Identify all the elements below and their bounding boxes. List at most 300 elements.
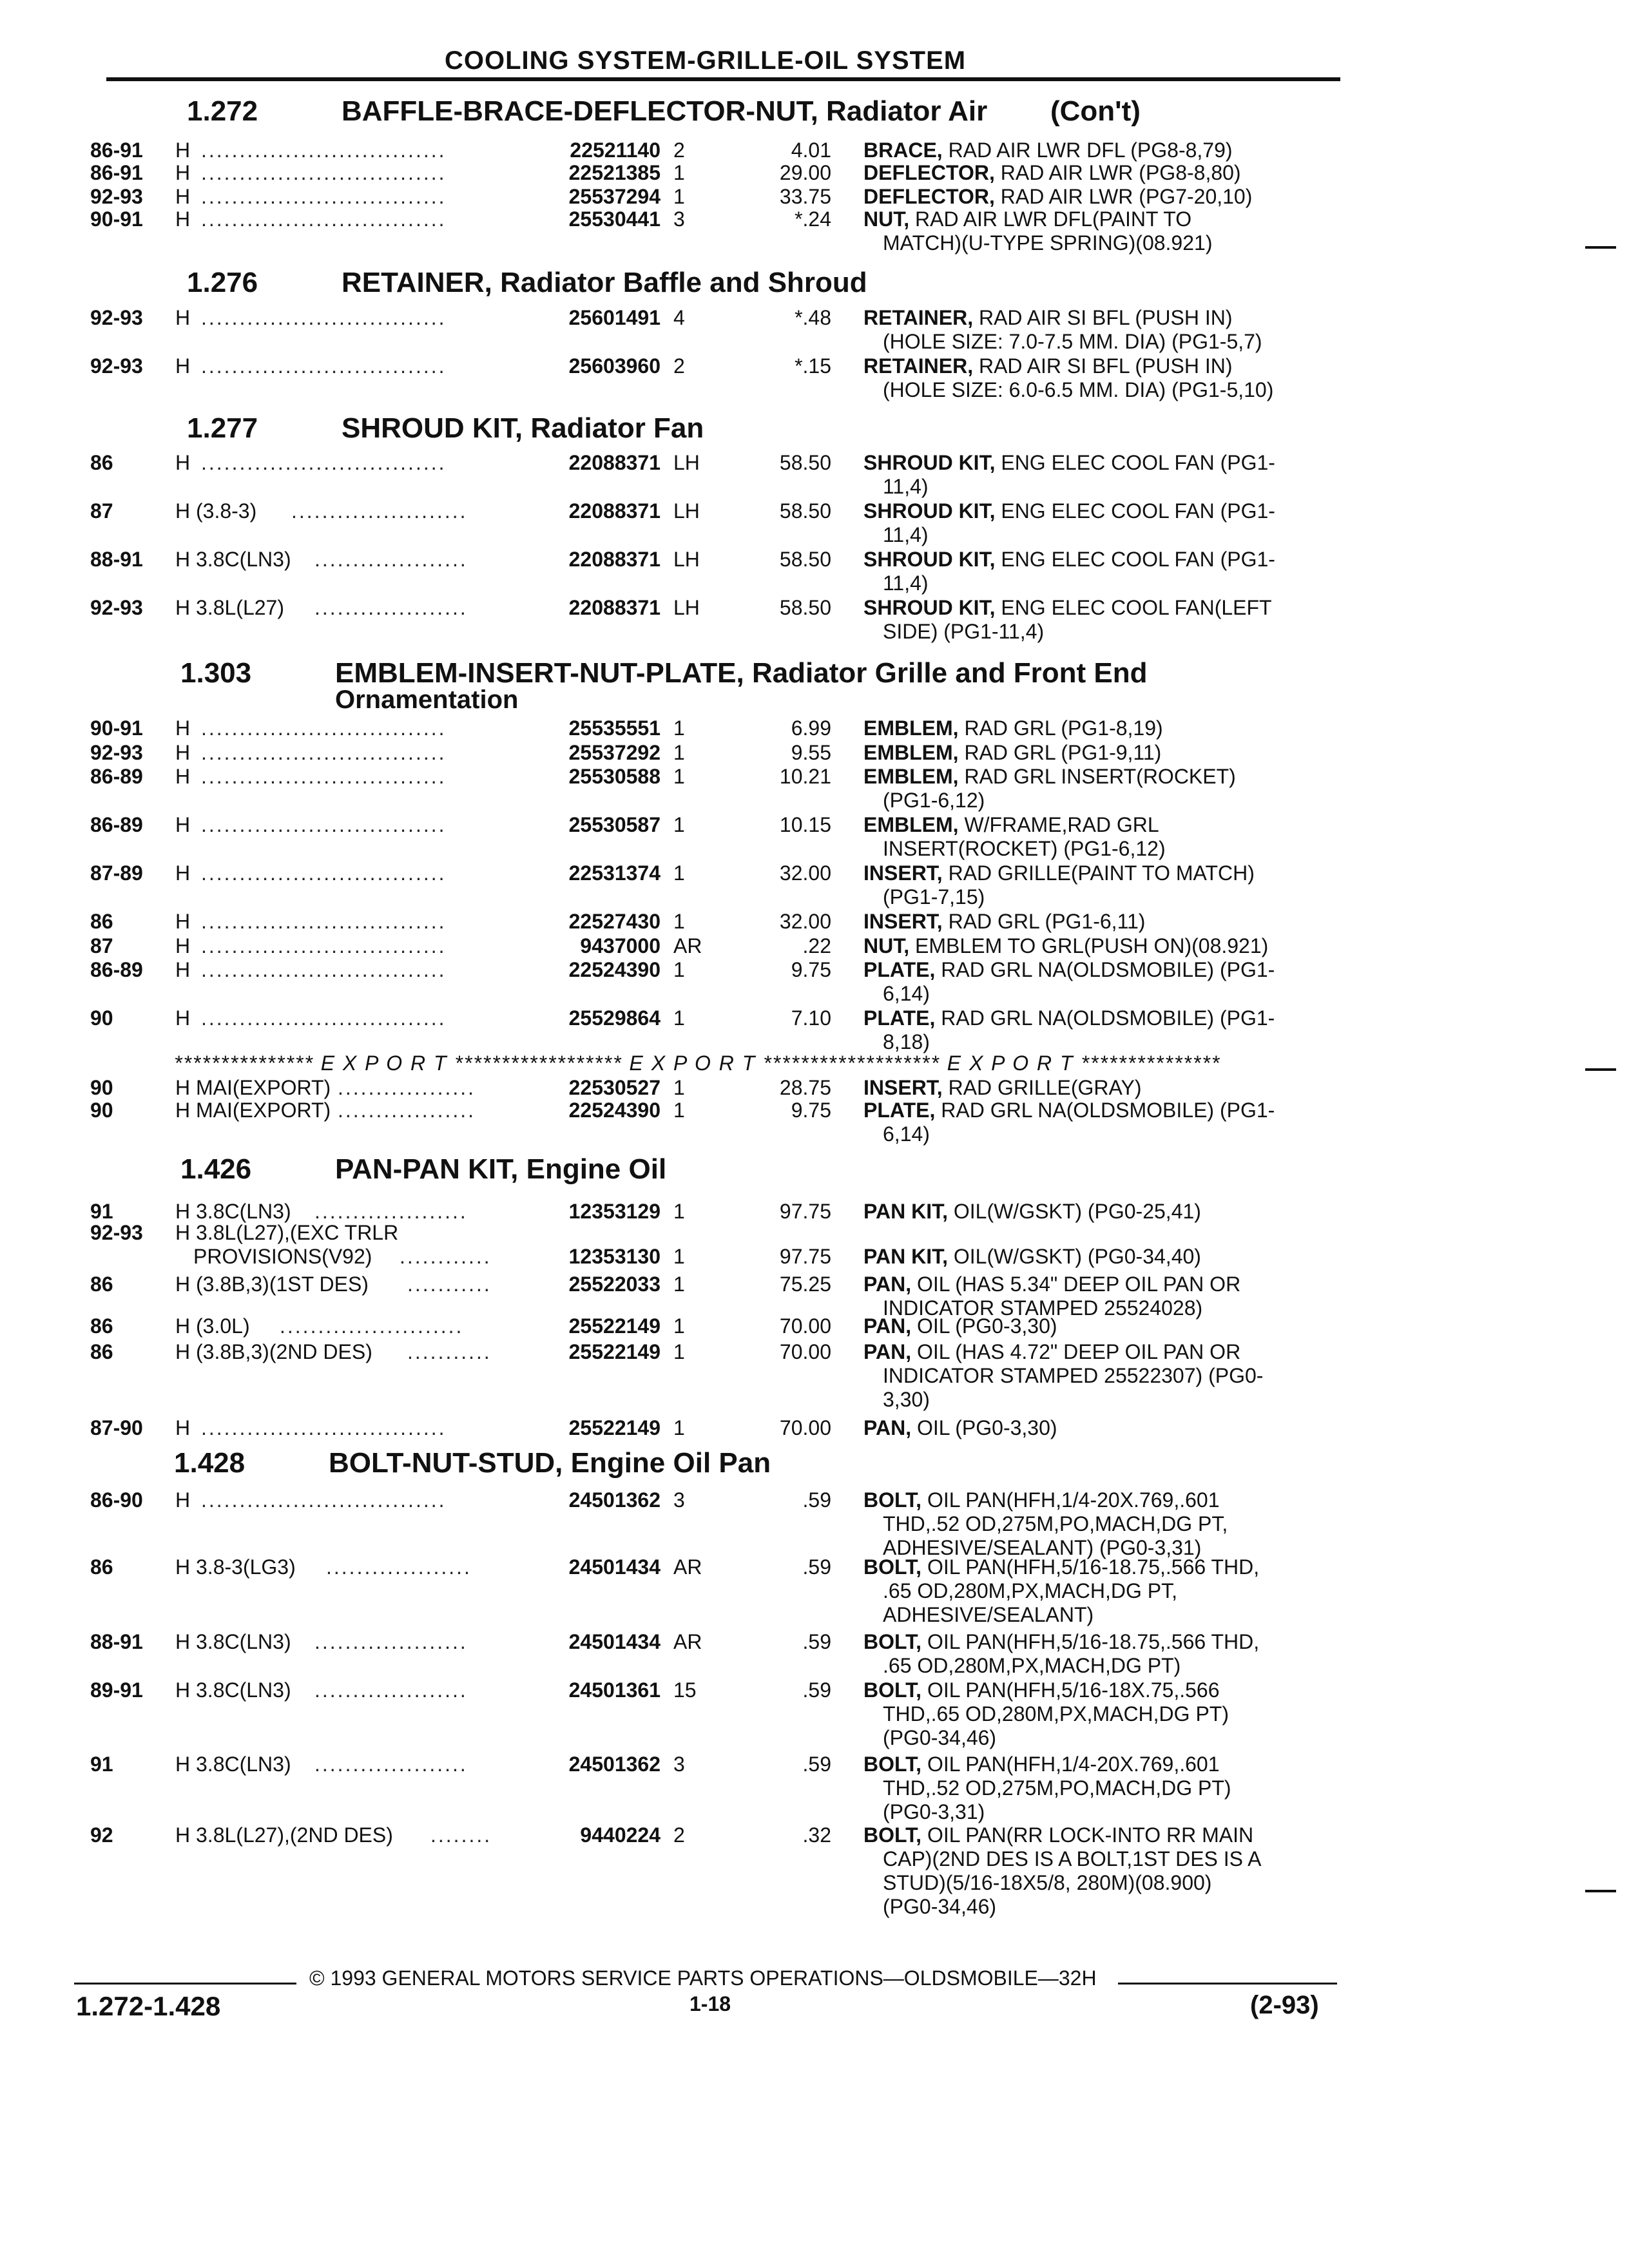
model-year: 92-93 [90,306,143,329]
part-number: 25603960 [568,354,660,378]
description-noun: BOLT, [863,1678,922,1702]
section-number: 1.428 [174,1447,246,1479]
description-noun: INSERT, [863,861,943,885]
description-text: RAD GRL NA(OLDSMOBILE) (PG1- [935,1099,1275,1122]
price: 32.00 [779,910,831,933]
application: H [175,161,191,184]
application: H MAI(EXPORT) [175,1076,331,1099]
section-title: RETAINER, Radiator Baffle and Shroud [342,267,867,298]
description-text: OIL (PG0-3,30) [911,1314,1057,1338]
description-continued: SIDE) (PG1-11,4) [883,620,1045,643]
description-continued: INDICATOR STAMPED 25524028) [883,1296,1203,1320]
application: H 3.8L(L27) [175,596,284,619]
part-number: 25522149 [568,1314,660,1338]
description-continued: THD,.52 OD,275M,PO,MACH,DG PT) [883,1776,1231,1800]
price: 70.00 [779,1314,831,1338]
quantity: 15 [673,1678,697,1702]
description-text: RAD AIR SI BFL (PUSH IN) [973,354,1233,378]
part-number: 22521140 [570,139,660,162]
leader-dots: ....................... [291,499,468,523]
description [863,1753,1220,1776]
part-number: 24501362 [568,1488,660,1512]
margin-mark [1585,1890,1616,1892]
description [863,354,1233,378]
description-text: RAD GRL NA(OLDSMOBILE) (PG1- [935,958,1275,981]
description-noun: PAN, [863,1273,912,1296]
part-number: 22088371 [568,596,660,619]
leader-dots: ................................ [201,354,447,378]
part-number: 22521385 [568,161,660,184]
model-year: 92-93 [90,596,143,619]
description-text: RAD AIR SI BFL (PUSH IN) [973,306,1233,329]
price: 6.99 [791,716,831,740]
model-year: 86 [90,1314,113,1338]
quantity: 1 [673,161,685,184]
application-continued: PROVISIONS(V92) [193,1245,372,1268]
description-noun: DEFLECTOR, [863,185,995,208]
part-number: 24501362 [568,1753,660,1776]
description-text: ENG ELEC COOL FAN (PG1- [995,499,1275,523]
part-number: 25530587 [568,813,660,836]
part-number: 22524390 [568,958,660,981]
description [863,1099,1275,1122]
price: .59 [802,1678,831,1702]
section-number: 1.272 [187,95,258,127]
model-year: 90-91 [90,716,143,740]
model-year: 86 [90,1555,113,1579]
description-continued: 11,4) [883,475,929,498]
description-text: ENG ELEC COOL FAN (PG1- [995,451,1275,474]
application: H (3.8B,3)(1ST DES) [175,1273,369,1296]
quantity: 1 [673,1273,685,1296]
part-number: 25522149 [568,1340,660,1363]
model-year: 91 [90,1753,113,1776]
description [863,1630,1259,1654]
model-year: 91 [90,1200,113,1223]
description-text: ENG ELEC COOL FAN (PG1- [995,548,1275,571]
quantity: 1 [673,958,685,981]
leader-dots: ........... [407,1273,492,1296]
model-year: 92-93 [90,741,143,764]
model-year: 87-90 [90,1416,143,1439]
application: H [175,1488,191,1512]
leader-dots: ................................ [201,207,447,231]
description-text: OIL PAN(HFH,5/16-18.75,.566 THD, [921,1555,1260,1579]
application: H 3.8C(LN3) [175,1753,291,1776]
description [863,1006,1275,1030]
section-title: EMBLEM-INSERT-NUT-PLATE, Radiator Grille and Front End [335,657,1148,689]
description [863,1678,1220,1702]
leader-dots: ................................ [201,1488,447,1512]
part-number: 25601491 [568,306,660,329]
application: H 3.8-3(LG3) [175,1555,296,1579]
quantity: 1 [673,185,685,208]
description-continued: STUD)(5/16-18X5/8, 280M)(08.900) [883,1871,1212,1894]
application: H 3.8C(LN3) [175,1200,291,1223]
leader-dots: ................................ [201,139,447,162]
model-year: 88-91 [90,1630,143,1653]
model-year: 87 [90,934,113,957]
description-noun: EMBLEM, [863,813,959,836]
description-text: RAD GRL (PG1-6,11) [942,910,1146,933]
description-text: RAD GRL (PG1-9,11) [958,741,1162,764]
price: 70.00 [779,1416,831,1439]
footer-rule [1118,1983,1337,1984]
quantity: AR [673,1555,702,1579]
quantity: 1 [673,765,685,788]
part-number: 24501434 [568,1630,660,1653]
description-noun: SHROUD KIT, [863,499,996,523]
description-noun: BOLT, [863,1823,922,1847]
description-text: OIL PAN(RR LOCK-INTO RR MAIN [921,1823,1254,1847]
part-number: 25522033 [568,1273,660,1296]
model-year: 86 [90,1273,113,1296]
application: H [175,451,191,474]
description-text: OIL (PG0-3,30) [911,1416,1057,1439]
leader-dots: ................................ [201,910,447,933]
model-year: 90 [90,1099,113,1122]
application: H (3.8-3) [175,499,257,523]
description-continued: 11,4) [883,523,929,546]
model-year: 92-93 [90,185,143,208]
model-year: 87 [90,499,113,523]
quantity: 1 [673,1200,685,1223]
description [863,813,1159,837]
margin-mark [1585,246,1616,249]
application: H [175,910,191,933]
price: .22 [802,934,831,957]
leader-dots: .................. [338,1099,476,1122]
quantity: 1 [673,1340,685,1363]
price: 97.75 [779,1245,831,1268]
description [863,1273,1240,1296]
description-noun: NUT, [863,934,910,957]
quantity: 1 [673,716,685,740]
footer-date: (2-93) [1250,1991,1319,2019]
quantity: 4 [673,306,685,329]
part-number: 24501361 [568,1678,660,1702]
description [863,765,1236,789]
price: .59 [802,1630,831,1653]
description [863,451,1275,475]
description-continued: (PG1-6,12) [883,789,985,812]
leader-dots: ................................ [201,861,447,885]
description [863,596,1272,620]
quantity: 2 [673,354,685,378]
leader-dots: .................... [314,1678,468,1702]
quantity: 1 [673,1245,685,1268]
leader-dots: ................................ [201,1006,447,1030]
price: 29.00 [779,161,831,184]
leader-dots: ................................ [201,306,447,329]
description-continued: (HOLE SIZE: 6.0-6.5 MM. DIA) (PG1-5,10) [883,378,1274,401]
price: 97.75 [779,1200,831,1223]
application: H 3.8C(LN3) [175,1630,291,1653]
part-number: 22524390 [568,1099,660,1122]
footer-page-number: 1-18 [689,1992,731,2015]
leader-dots: .................... [314,1200,468,1223]
section-title: SHROUD KIT, Radiator Fan [342,412,704,444]
description-continued: 11,4) [883,572,929,595]
price: 9.75 [791,958,831,981]
model-year: 86-89 [90,813,143,836]
leader-dots: ................................ [201,958,447,981]
quantity: 1 [673,1006,685,1030]
description [863,1245,1201,1269]
section-title-continued: Ornamentation [335,686,519,714]
description [863,161,1241,185]
description-continued: ADHESIVE/SEALANT) (PG0-3,31) [883,1536,1202,1559]
description-continued: (HOLE SIZE: 7.0-7.5 MM. DIA) (PG1-5,7) [883,330,1262,353]
description [863,716,1163,740]
description-continued: (PG0-34,46) [883,1895,997,1918]
description [863,139,1233,162]
leader-dots: ........... [407,1340,492,1363]
price: 58.50 [779,548,831,571]
description-text: W/FRAME,RAD GRL [958,813,1159,836]
part-number: 25530441 [568,207,660,231]
application: H [175,934,191,957]
price: 10.15 [779,813,831,836]
model-year: 86-91 [90,161,143,184]
description [863,306,1233,330]
part-number: 12353129 [568,1200,660,1223]
section-number: 1.303 [180,657,252,689]
quantity: LH [673,499,700,523]
application: H [175,207,191,231]
quantity: 2 [673,1823,685,1847]
description [863,1076,1141,1100]
model-year: 86-91 [90,139,143,162]
header-rule [106,77,1340,81]
description [863,861,1255,885]
description-text: RAD AIR LWR (PG7-20,10) [994,185,1253,208]
description [863,499,1275,523]
description [863,1200,1201,1224]
description-continued: 6,14) [883,1122,930,1146]
description-noun: PLATE, [863,958,936,981]
leader-dots: .................... [314,1630,468,1653]
description [863,1823,1253,1847]
section-title: PAN-PAN KIT, Engine Oil [335,1153,667,1185]
application: H [175,765,191,788]
description-text: OIL PAN(HFH,5/16-18.75,.566 THD, [921,1630,1260,1653]
model-year: 90 [90,1006,113,1030]
model-year: 87-89 [90,861,143,885]
description-text: EMBLEM TO GRL(PUSH ON)(08.921) [909,934,1269,957]
description [863,741,1161,765]
leader-dots: ........ [430,1823,492,1847]
application: H MAI(EXPORT) [175,1099,331,1122]
application: H 3.8L(L27),(2ND DES) [175,1823,393,1847]
application: H [175,1006,191,1030]
description-noun: PAN, [863,1416,912,1439]
leader-dots: .................... [314,548,468,571]
description-continued: (PG0-3,31) [883,1800,985,1823]
description-continued: THD,.65 OD,280M,PX,MACH,DG PT) [883,1702,1229,1725]
model-year: 90-91 [90,207,143,231]
quantity: 1 [673,813,685,836]
leader-dots: ........................ [280,1314,464,1338]
leader-dots: ................................ [201,185,447,208]
description-text: OIL PAN(HFH,1/4-20X.769,.601 [921,1753,1220,1776]
price: 70.00 [779,1340,831,1363]
description-noun: SHROUD KIT, [863,548,996,571]
section-number: 1.426 [180,1153,252,1185]
description-noun: SHROUD KIT, [863,596,996,619]
description-text: RAD GRL NA(OLDSMOBILE) (PG1- [935,1006,1275,1030]
application: H [175,354,191,378]
description-continued: 3,30) [883,1388,930,1411]
quantity: AR [673,934,702,957]
description-text: RAD GRILLE(PAINT TO MATCH) [942,861,1255,885]
quantity: 3 [673,1753,685,1776]
quantity: 1 [673,1314,685,1338]
footer-copyright: © 1993 GENERAL MOTORS SERVICE PARTS OPERATIONS—OLDSMOBILE—32H [309,1966,1097,1990]
description-text: RAD AIR LWR DFL(PAINT TO [909,207,1192,231]
model-year: 88-91 [90,548,143,571]
model-year: 86-90 [90,1488,143,1512]
footer-rule [74,1983,296,1984]
leader-dots: ................................ [201,161,447,184]
description-text: OIL PAN(HFH,5/16-18X.75,.566 [921,1678,1220,1702]
description-noun: RETAINER, [863,306,974,329]
description-continued: .65 OD,280M,PX,MACH,DG PT) [883,1654,1181,1677]
description-noun: BOLT, [863,1555,922,1579]
price: *.48 [795,306,831,329]
section-number: 1.276 [187,267,258,298]
price: 58.50 [779,451,831,474]
leader-dots: ................................ [201,934,447,957]
description-continued: CAP)(2ND DES IS A BOLT,1ST DES IS A [883,1847,1262,1870]
description [863,207,1191,231]
quantity: 2 [673,139,685,162]
part-number: 22088371 [568,451,660,474]
part-number: 22530527 [568,1076,660,1099]
part-number: 25529864 [568,1006,660,1030]
description-noun: INSERT, [863,910,943,933]
section-title: BOLT-NUT-STUD, Engine Oil Pan [329,1447,771,1479]
leader-dots: ................................ [201,813,447,836]
quantity: LH [673,596,700,619]
price: 28.75 [779,1076,831,1099]
description-noun: DEFLECTOR, [863,161,995,184]
part-number: 24501434 [568,1555,660,1579]
description [863,1555,1259,1579]
description-noun: PLATE, [863,1099,936,1122]
description-noun: SHROUD KIT, [863,451,996,474]
price: 9.55 [791,741,831,764]
description [863,958,1275,982]
model-year: 92-93 [90,354,143,378]
description [863,910,1145,934]
price: .59 [802,1753,831,1776]
quantity: 1 [673,1099,685,1122]
price: 9.75 [791,1099,831,1122]
part-number: 22088371 [568,548,660,571]
model-year: 86-89 [90,958,143,981]
price: 7.10 [791,1006,831,1030]
page-title: COOLING SYSTEM-GRILLE-OIL SYSTEM [445,46,967,75]
part-number: 25530588 [568,765,660,788]
description-continued: .65 OD,280M,PX,MACH,DG PT, [883,1579,1178,1602]
part-number: 25537294 [568,185,660,208]
price: .59 [802,1488,831,1512]
application: H [175,813,191,836]
description-text: ENG ELEC COOL FAN(LEFT [995,596,1272,619]
price: 58.50 [779,596,831,619]
margin-mark [1585,1068,1616,1071]
section-title-suffix: (Con't) [1050,95,1141,127]
application: H [175,741,191,764]
footer-section-range: 1.272-1.428 [76,1991,221,2021]
price: 32.00 [779,861,831,885]
model-year: 92 [90,1823,113,1847]
description-noun: PAN, [863,1314,912,1338]
description-text: RAD AIR LWR (PG8-8,80) [994,161,1241,184]
description-noun: PAN, [863,1340,912,1363]
leader-dots: ................................ [201,765,447,788]
application: H (3.8B,3)(2ND DES) [175,1340,372,1363]
application: H 3.8L(L27),(EXC TRLR [175,1221,399,1244]
leader-dots: ................................ [201,1416,447,1439]
description-noun: RETAINER, [863,354,974,378]
price: 58.50 [779,499,831,523]
price: 33.75 [779,185,831,208]
model-year: 86 [90,910,113,933]
description-continued: ADHESIVE/SEALANT) [883,1603,1094,1626]
part-number: 9440224 [580,1823,660,1847]
application: H (3.0L) [175,1314,250,1338]
model-year: 90 [90,1076,113,1099]
part-number: 12353130 [568,1245,660,1268]
description-text: RAD GRL INSERT(ROCKET) [958,765,1236,788]
description-text: OIL (HAS 5.34" DEEP OIL PAN OR [911,1273,1241,1296]
model-year: 86-89 [90,765,143,788]
price: 4.01 [791,139,831,162]
leader-dots: ............ [400,1245,492,1268]
description-text: RAD GRL (PG1-8,19) [958,716,1163,740]
description-continued: 6,14) [883,982,930,1005]
quantity: 3 [673,1488,685,1512]
quantity: 1 [673,741,685,764]
part-number: 22531374 [568,861,660,885]
part-number: 22088371 [568,499,660,523]
leader-dots: .................... [314,1753,468,1776]
description-text: OIL PAN(HFH,1/4-20X.769,.601 [921,1488,1220,1512]
quantity: LH [673,451,700,474]
model-year: 92-93 [90,1221,143,1244]
description-continued: THD,.52 OD,275M,PO,MACH,DG PT, [883,1512,1228,1535]
quantity: LH [673,548,700,571]
price: .59 [802,1555,831,1579]
quantity: 1 [673,910,685,933]
part-number: 25522149 [568,1416,660,1439]
description-text: RAD AIR LWR DFL (PG8-8,79) [942,139,1233,162]
quantity: 1 [673,861,685,885]
leader-dots: ................................ [201,741,447,764]
description-continued: INSERT(ROCKET) (PG1-6,12) [883,837,1166,860]
description-noun: BRACE, [863,139,943,162]
price: *.15 [795,354,831,378]
description-noun: PAN KIT, [863,1245,948,1268]
description-noun: BOLT, [863,1630,922,1653]
description-noun: BOLT, [863,1753,922,1776]
part-number: 22527430 [568,910,660,933]
description-text: OIL (HAS 4.72" DEEP OIL PAN OR [911,1340,1241,1363]
description [863,1340,1240,1364]
quantity: 3 [673,207,685,231]
